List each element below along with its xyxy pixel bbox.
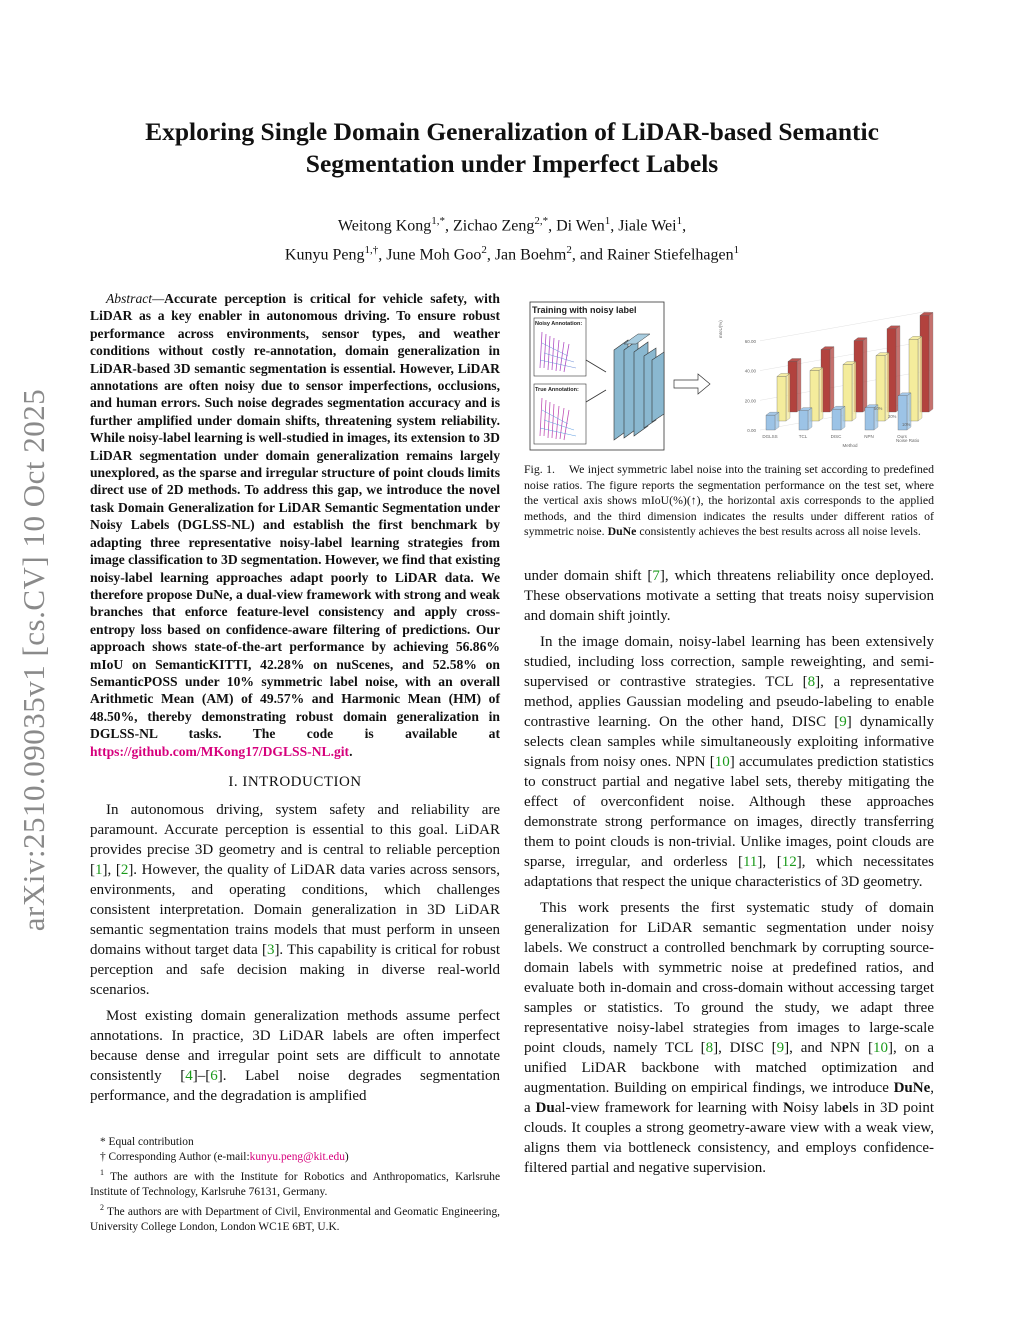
footnote-text: ) [344,1151,349,1163]
right-paragraph-2 [524,898,934,1178]
author-name: Jiale Wei [618,217,677,235]
citation-link[interactable]: 11 [742,854,758,870]
body-text: ], and NPN [ [784,1040,873,1056]
author-affil: 2,* [534,215,549,227]
bar [865,408,874,430]
author-line-2: Kunyu Peng$^{1,\dagger}$, June Moh Goo$^2$, Jan Boehm$^2$, and Rainer Stiefelhagen$^1$ [284,244,740,264]
footnote-2 [90,1200,500,1235]
footnotes [90,1135,500,1235]
body-text: ]. However, the quality of LiDAR data varies across sensors, environments, and operating conditions, which challenges consistent interpretation. Domain generalization in 3D LiDAR semantic segmentation trains models that must perform in unseen domains without target data [ [90,861,500,958]
z-axis-label: Noise Ratio [896,438,920,443]
bar-side [863,338,867,412]
bar-side [819,367,823,421]
footnote-text: † Corresponding Author (e-mail: [100,1151,250,1163]
figure-1 [524,298,934,456]
section-heading: I. INTRODUCTION [228,773,362,790]
citation-link[interactable]: 12 [781,854,797,870]
y-axis-label: mIoU(%) [718,320,723,338]
author-line-1: Weitong Kong$^{1,*}$, Zichao Zeng$^{2,*}$, Di Wen$^1$, Jiale Wei$^1$, [337,215,687,235]
body-text: ], on a unified LiDAR backbone with matched optimization and augmentation. Building on empirical findings, we introduce [524,1040,934,1096]
true-annotation-box [534,384,586,444]
author-name: Weitong Kong [337,217,432,235]
author-affil: 1 [733,244,740,257]
author-name: Jan Boehm [494,246,567,264]
body-text: ]–[ [192,1067,211,1084]
flow-arrow [586,390,606,402]
body-text: ], [ [102,861,121,878]
body-text: ls in 3D point clouds. It couples a strong geometry-aware view with a weak view, aligns them via bottleneck consistency, and employs confidence-filtered partial and negative supervision. [524,1100,934,1176]
caption-method-name: DuNe [607,524,637,539]
citation-link[interactable]: 9 [776,1040,785,1056]
right-paragraph-0 [524,566,934,626]
body-text: ] dynamically selects clean samples while simultaneously exploiting informative signals from noisy ones. NPN [ [524,714,934,770]
method-name: DuNe [893,1080,931,1096]
body-text: This work presents the first systematic study of domain generalization for LiDAR semantic segmentation under noisy labels. We construct a controlled benchmark by corrupting source-domain labels with symmetric noise at predefined ratios, and evaluate both in-domain and cross-domain without accessing target samples or statistics. To ground the study, we adapt three representative noisy-label strategies from images to large-scale point clouds, namely TCL [ [524,900,934,1056]
author-name: June Moh Goo [386,246,482,264]
footnote-text: The authors are with the Institute for Robotics and Anthropomatics, Karlsruhe Institute of Technology, Karlsruhe 76131, Germany. [90,1170,500,1198]
x-tick-label: DGLSS [762,434,778,439]
citation-link[interactable]: 1 [95,861,103,878]
author-name: Kunyu Peng [284,246,365,264]
body-text: ] accumulates prediction statistics to construct partial and negative label sets, thereby mitigating the effect of overconfident noise. Although these approaches demonstrate strong performance on images, directly transferring them to point clouds is non-trivial. Unlike images, point clouds are sparse, irregular, and orderless [ [524,754,934,870]
bar-side [808,408,812,430]
bar-side [786,373,790,421]
body-text: ], DISC [ [713,1040,777,1056]
paper-title: Exploring Single Domain Generalization of LiDAR-based Semantic Segmentation under Imperfect Labels [145,117,879,178]
intro-paragraph-2 [90,1006,500,1106]
body-text: under domain shift [ [524,568,653,584]
noise-ratio-label: 50% [874,406,883,411]
figure-1-graphic [524,298,934,456]
figure-1-caption [524,462,934,540]
acronym-letters: e [841,1100,849,1116]
body-text: ], a representative method, applies Gaussian modeling and pseudo-labeling to enable contrastive learning. On the other hand, DISC [ [524,674,934,730]
citation-link[interactable]: 6 [210,1067,218,1084]
author-affil: 1 [604,215,611,227]
footnote-mark: 1 [100,1168,104,1177]
bar [766,415,775,430]
bar-side [797,358,801,412]
acronym-letters: Du [535,1100,555,1116]
true-annotation-label: True Annotation: [535,387,579,393]
y-tick-label: 60.00 [744,338,756,344]
right-paragraph-1 [524,632,934,892]
flow-arrow [586,360,606,372]
x-tick-label: TCL [798,434,808,439]
abstract: Abstract—Accurate perception is critical for vehicle safety, with LiDAR as a key enabler in autonomous driving. To ensure robust performance across environments, sensor types, and weather conditions without costly re-annotation, domain generalization in LiDAR-based 3D semantic segmentation is essential. However, LiDAR annotations are often noisy due to sensor imperfections, occlusions, and human errors. Such noise degrades segmentation accuracy and is further amplified under domain shifts, threatening system reliability. While noisy-label learning is well-studied in images, its extension to 3D LiDAR segmentation under domain generalization remains largely unexplored, as the sparse and irregular structure of point clouds limits direct use of 2D methods. To address this gap, we introduce the novel task Domain Generalization for LiDAR Semantic Segmentation under Noisy Labels (DGLSS-NL) and establish the first benchmark by adapting three representative noisy-label learning strategies from image classification to 3D segmentation. However, we find that existing noisy-label learning approaches adapt poorly to LiDAR data. We therefore propose DuNe, a dual-view framework with strong and weak branches that enforce feature-level consistency and apply cross-entropy loss based on confidence-aware filtering of predictions. Our approach shows state-of-the-art performance by achieving 56.86% mIoU on SemanticKITTI, 42.28% on nuScenes, and 52.58% on SemanticPOSS under 10% symmetric label noise, with an overall Arithmetic Mean (AM) of 49.57% and Harmonic Mean (HM) of 48.50%, thereby demonstrating robust domain generalization in DGLSS-NL tasks. The code is available at https://github.com/MKong17/DGLSS-NL.git. [90,291,500,759]
body-text: ]. This capability is critical for robust perception and safe decision making in diverse real-world scenarios. [90,941,500,998]
body-text: , a [524,1080,934,1116]
output-arrow-icon [674,374,710,394]
body-text: In the image domain, noisy-label learning has been extensively studied, including loss correction, sample reweighting, and semi-supervised or contrastive strategies. TCL [ [524,634,934,690]
caption-label: Fig. 1. [524,462,555,476]
caption-tail: consistently achieves the best results across all noise levels. [639,524,921,539]
footnote-corresponding [90,1150,500,1165]
noise-ratio-label: 20% [888,414,897,419]
author-name: Zichao Zeng [453,217,535,235]
author-affil: 1,* [431,215,446,227]
noise-ratio-label: 10% [902,422,911,427]
abstract-text: Accurate perception is critical for vehicle safety, with LiDAR as a key enabler in autonomous driving. To ensure robust performance across environments, sensor types, and weather conditions without costly re-annotation, domain generalization in LiDAR-based 3D semantic segmentation is essential. However, LiDAR annotations are often noisy due to sensor imperfections, occlusions, and human errors. Such noise degrades segmentation accuracy and is further amplified under domain shifts, threatening system reliability. While noisy-label learning is well-studied in images, its extension to 3D LiDAR segmentation under domain generalization remains largely unexplored, as the sparse and irregular structure of point clouds limits direct use of 2D methods. To address this gap, we introduce the novel task Domain Generalization for LiDAR Semantic Segmentation under Noisy Labels (DGLSS-NL) and establish the first benchmark by adapting three representative noisy-label learning strategies from image classification to 3D segmentation. However, we find that existing noisy-label learning approaches adapt poorly to LiDAR data. We therefore propose DuNe, a dual-view framework with strong and weak branches that enforce feature-level consistency and apply cross-entropy loss based on confidence-aware filtering of predictions. Our approach shows state-of-the-art performance by achieving 56.86% mIoU on SemanticKITTI, 42.28% on nuScenes, and 52.58% on SemanticPOSS under 10% symmetric label noise, with an overall Arithmetic Mean (AM) of 49.57% and Harmonic Mean (HM) of 48.50%, thereby demonstrating robust domain generalization in DGLSS-NL tasks. The code is available at [90,291,500,742]
email-link[interactable]: kunyu.peng@kit.edu [249,1151,345,1163]
author-affil: 1 [676,215,683,227]
citation-link[interactable]: 10 [714,754,730,770]
bar [799,411,808,430]
citation-link[interactable]: 7 [652,568,660,584]
author-list [80,209,944,268]
body-text: ], which necessitates adaptations that respect the unique characteristics of 3D geometry. [524,854,934,890]
intro-paragraph-1 [90,800,500,1000]
x-axis-label: Method [842,443,858,448]
bar-side [830,347,834,412]
arxiv-stamp [4,330,64,990]
body-text: ], [ [757,854,782,870]
bar-side [852,362,856,421]
right-column [524,566,934,1184]
bar-side [929,312,933,412]
bar-side [841,406,845,430]
code-link[interactable]: https://github.com/MKong17/DGLSS-NL.git [90,743,350,759]
footnote-mark: 2 [100,1202,104,1212]
author-affil: 2 [481,244,487,257]
gridline [760,311,930,341]
body-text: oisy lab [793,1100,842,1116]
y-tick-label: 40.00 [744,368,756,374]
acronym-letters: N [782,1100,794,1116]
mIoU-bar-chart [718,311,933,448]
body-text: ], which threatens reliability once deployed. These observations motivate a setting that treats noisy supervision and domain shift jointly. [524,568,934,624]
x-tick-label: NPN [864,434,874,439]
bar-side [885,353,889,421]
arxiv-id: arXiv:2510.09035v1 [cs.CV] 10 Oct 2025 [16,388,51,932]
citation-link[interactable]: 8 [705,1040,714,1056]
author-affil: 2 [566,244,572,257]
body-text: In autonomous driving, system safety and reliability are paramount. Accurate perception is essential to this goal. LiDAR provides precise 3D geometry and is central to reliable perception [ [90,801,500,878]
citation-link[interactable]: 10 [872,1040,888,1056]
footnote-1 [90,1165,500,1200]
bar-side [918,336,922,421]
citation-link[interactable]: 4 [185,1067,193,1084]
author-name: Di Wen [556,217,605,235]
bar [832,409,841,430]
body-text: ]. Label noise degrades segmentation performance, and the degradation is amplified [90,1067,501,1104]
citation-link[interactable]: 3 [266,941,275,958]
citation-link[interactable]: 2 [120,861,129,878]
body-text: al-view framework for learning with [554,1100,783,1116]
y-tick-label: 20.00 [744,398,756,404]
x-tick-label: Ours [897,434,907,439]
noisy-annotation-label: Noisy Annotation: [535,321,583,327]
citation-link[interactable]: 9 [839,714,847,730]
footnote-text: The authors are with Department of Civil, Environmental and Geomatic Engineering, University College London, London WC1E 6BT, U.K. [90,1205,500,1233]
body-text: Most existing domain generalization methods assume perfect annotations. In practice, 3D LiDAR labels are often imperfect because dense and irregular point sets are difficult to annotate consistently [ [90,1007,500,1084]
network-layers-icon [614,334,664,440]
x-tick-label: DISC [830,434,842,439]
footnote-equal: * Equal contribution [100,1136,194,1148]
author-name: Rainer Stiefelhagen [606,246,734,264]
abstract-label: Abstract [106,291,153,306]
panel-title: Training with noisy label [532,305,637,315]
author-affil: 1,† [364,244,379,257]
y-tick-label: 0.00 [747,428,756,433]
left-column [90,290,500,1112]
caption-text: We inject symmetric label noise into the training set according to predefined noise ratios. The figure reports the segmentation performance on the test set, where the vertical axis shows mIoU(%)(↑), the horizontal axis corresponds to the applied methods, and the third dimension indicates the results under different ratios of symmetric noise. [524,462,935,539]
citation-link[interactable]: 8 [807,674,816,690]
